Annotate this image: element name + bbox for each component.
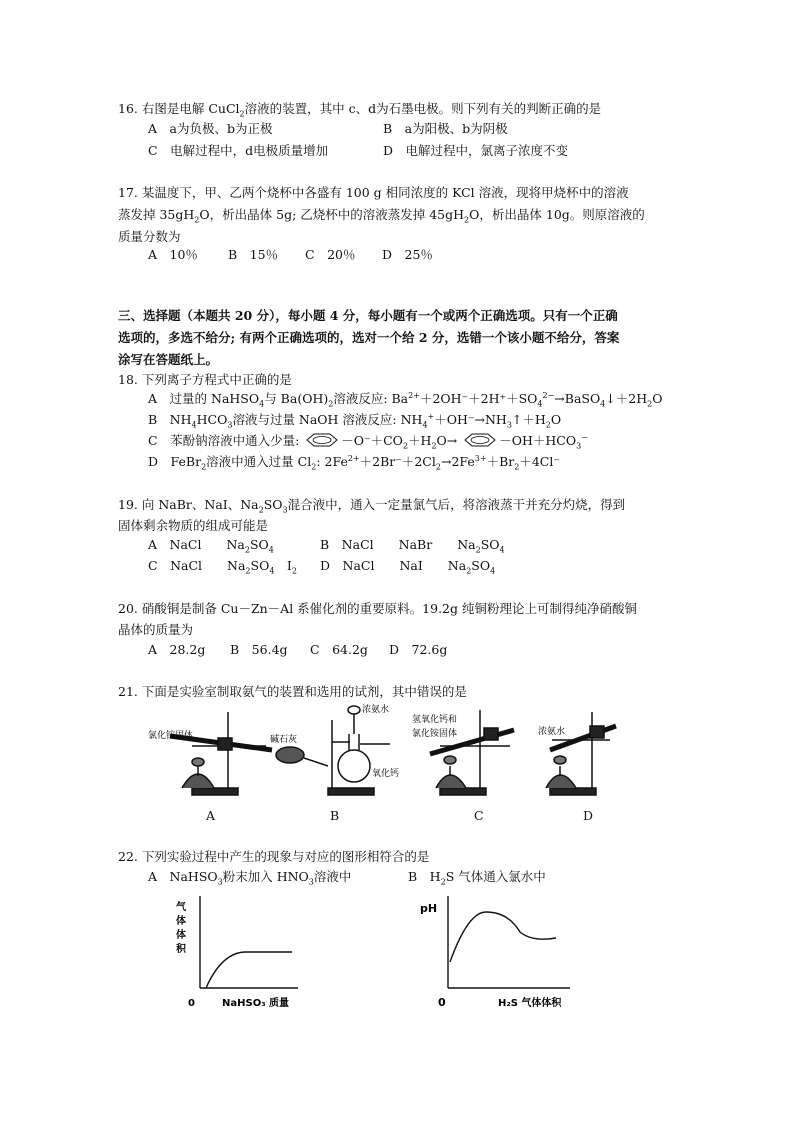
q17-option-a: A 10％: [148, 247, 198, 262]
apparatus-d: [546, 712, 616, 795]
label-d-top: 浓氨水: [538, 727, 566, 737]
graph-a-ylabel-2: 体: [176, 916, 186, 927]
graph-a-ylabel-4: 积: [176, 944, 186, 955]
section-3-line1: 三、选择题（本题共 20 分），每小题 4 分，每小题有一个或两个正确选项。只有一个正确: [118, 308, 618, 323]
q21-caption-d: D: [583, 808, 594, 823]
q20-option-a: A 28.2g: [148, 642, 206, 657]
graph-b-origin: 0: [438, 996, 446, 1009]
question-18-stem: 18. 下列离子方程式中正确的是: [118, 372, 292, 387]
question-19-line1: 19. 向 NaBr、NaI、$Na_2SO_3$混合液中，通入一定量氯气后，将溶液蒸干并充分灼烧，得到: [118, 497, 626, 515]
label-a-lime: 碱石灰: [270, 735, 298, 745]
question-22-stem: 22. 下列实验过程中产生的现象与对应的图形相符合的是: [118, 849, 430, 864]
section-3-line2: 选项的，多选不给分; 有两个正确选项的，选对一个给 2 分，选错一个该小题不给分，答案: [118, 330, 620, 345]
q22-graph-b: [420, 888, 580, 1013]
q20-option-c: C 64.2g: [310, 642, 368, 657]
q21-caption-c: C: [474, 808, 484, 823]
benzene-ring-icon: [461, 433, 499, 447]
q18-option-c: C 苯酚钠溶液中通入少量: $-O^-+CO_2+H_2O\to -OH+HCO_3^-$: [148, 432, 588, 451]
q17-option-d: D 25％: [382, 247, 433, 262]
graph-a-ylabel-3: 体: [176, 930, 186, 941]
label-c-line1: 氢氧化钙和: [412, 715, 458, 725]
q19-option-c: C NaCl $Na_2SO_4$ $I_2$: [148, 558, 297, 576]
apparatus-a: [170, 712, 328, 795]
q19-option-b: B NaCl NaBr $Na_2SO_4$: [320, 537, 505, 555]
q20-option-d: D 72.6g: [389, 642, 448, 657]
question-17-line1: 17. 某温度下，甲、乙两个烧杯中各盛有 100 g 相同浓度的 KCl 溶液，现将甲烧杯中的溶液: [118, 185, 629, 200]
q16-option-c: C 电解过程中，d电极质量增加: [148, 143, 329, 158]
graph-a-origin: 0: [188, 998, 195, 1009]
question-19-line2: 固体剩余物质的组成可能是: [118, 518, 269, 533]
graph-a-curve: [206, 952, 292, 988]
question-16-stem: 16. 右图是电解 CuCl$_2$溶液的装置，其中 c、d为石墨电极。则下列有关的判断正确的是: [118, 101, 602, 119]
q18-option-a: A 过量的 NaHSO$_4$与 $Ba(OH)_2$溶液反应: $Ba^{2+}+2OH^-+2H^++SO_4^{2-}\to BaSO_4↓+2H_2O$: [148, 390, 663, 409]
graph-a-xlabel: NaHSO₃ 质量: [222, 998, 290, 1009]
q22-option-a: A NaHSO$_3$粉末加入 $HNO_3$溶液中: [148, 869, 352, 887]
question-20-line1: 20. 硝酸铜是制备 Cu－Zn－Al 系催化剂的重要原料。19.2g 纯铜粉理论上可制得纯净硝酸铜: [118, 601, 637, 616]
graph-b-xlabel: H₂S 气体体积: [498, 998, 562, 1009]
question-17-line2: 蒸发掉 $35gH_2O$，析出晶体 5g; 乙烧杯中的溶液蒸发掉 $45gH_2O$，析出晶体 10g。则原溶液的: [118, 207, 645, 225]
q22-option-b: B $H_2S$ 气体通入氯水中: [408, 869, 546, 887]
label-b-side: 氧化钙: [372, 769, 400, 779]
q21-caption-a: A: [206, 808, 216, 823]
benzene-ring-icon: [303, 433, 341, 447]
section-3-line3: 涂写在答题纸上。: [118, 352, 219, 367]
graph-a-ylabel-1: 气: [176, 902, 186, 913]
graph-b-ylabel: pH: [420, 902, 438, 915]
q16-option-d: D 电解过程中，氯离子浓度不变: [383, 143, 569, 158]
label-a-solid: 氯化铵固体: [148, 731, 194, 741]
q22-graph-a: [170, 888, 310, 1013]
label-c-line2: 氯化铵固体: [412, 729, 458, 739]
q16-option-b: B a为阳极、b为阴极: [383, 121, 508, 136]
q18-option-d: D FeBr$_2$溶液中通入过量 $Cl_2$: $2Fe^{2+}+2Br^-+2Cl_2\to 2Fe^{3+}+Br_2+4Cl^-$: [148, 453, 560, 472]
question-20-line2: 晶体的质量为: [118, 622, 194, 637]
label-b-top: 浓氨水: [362, 705, 390, 715]
q18-option-b: B $NH_4HCO_3$溶液与过量 NaOH 溶液反应: $NH_4^++OH^-\to NH_3↑+H_2O$: [148, 411, 562, 430]
graph-b-curve: [450, 912, 556, 962]
q19-option-d: D NaCl NaI $Na_2SO_4$: [320, 558, 496, 576]
q16-option-a: A a为负极、b为正极: [148, 121, 273, 136]
q17-option-b: B 15％: [228, 247, 279, 262]
question-21-stem: 21. 下面是实验室制取氨气的装置和选用的试剂，其中错误的是: [118, 684, 467, 699]
apparatus-b: [328, 706, 390, 795]
q19-option-a: A NaCl $Na_2SO_4$: [148, 537, 274, 555]
q21-caption-b: B: [330, 808, 340, 823]
q17-option-c: C 20％: [305, 247, 356, 262]
q20-option-b: B 56.4g: [230, 642, 288, 657]
question-17-line3: 质量分数为: [118, 229, 181, 244]
